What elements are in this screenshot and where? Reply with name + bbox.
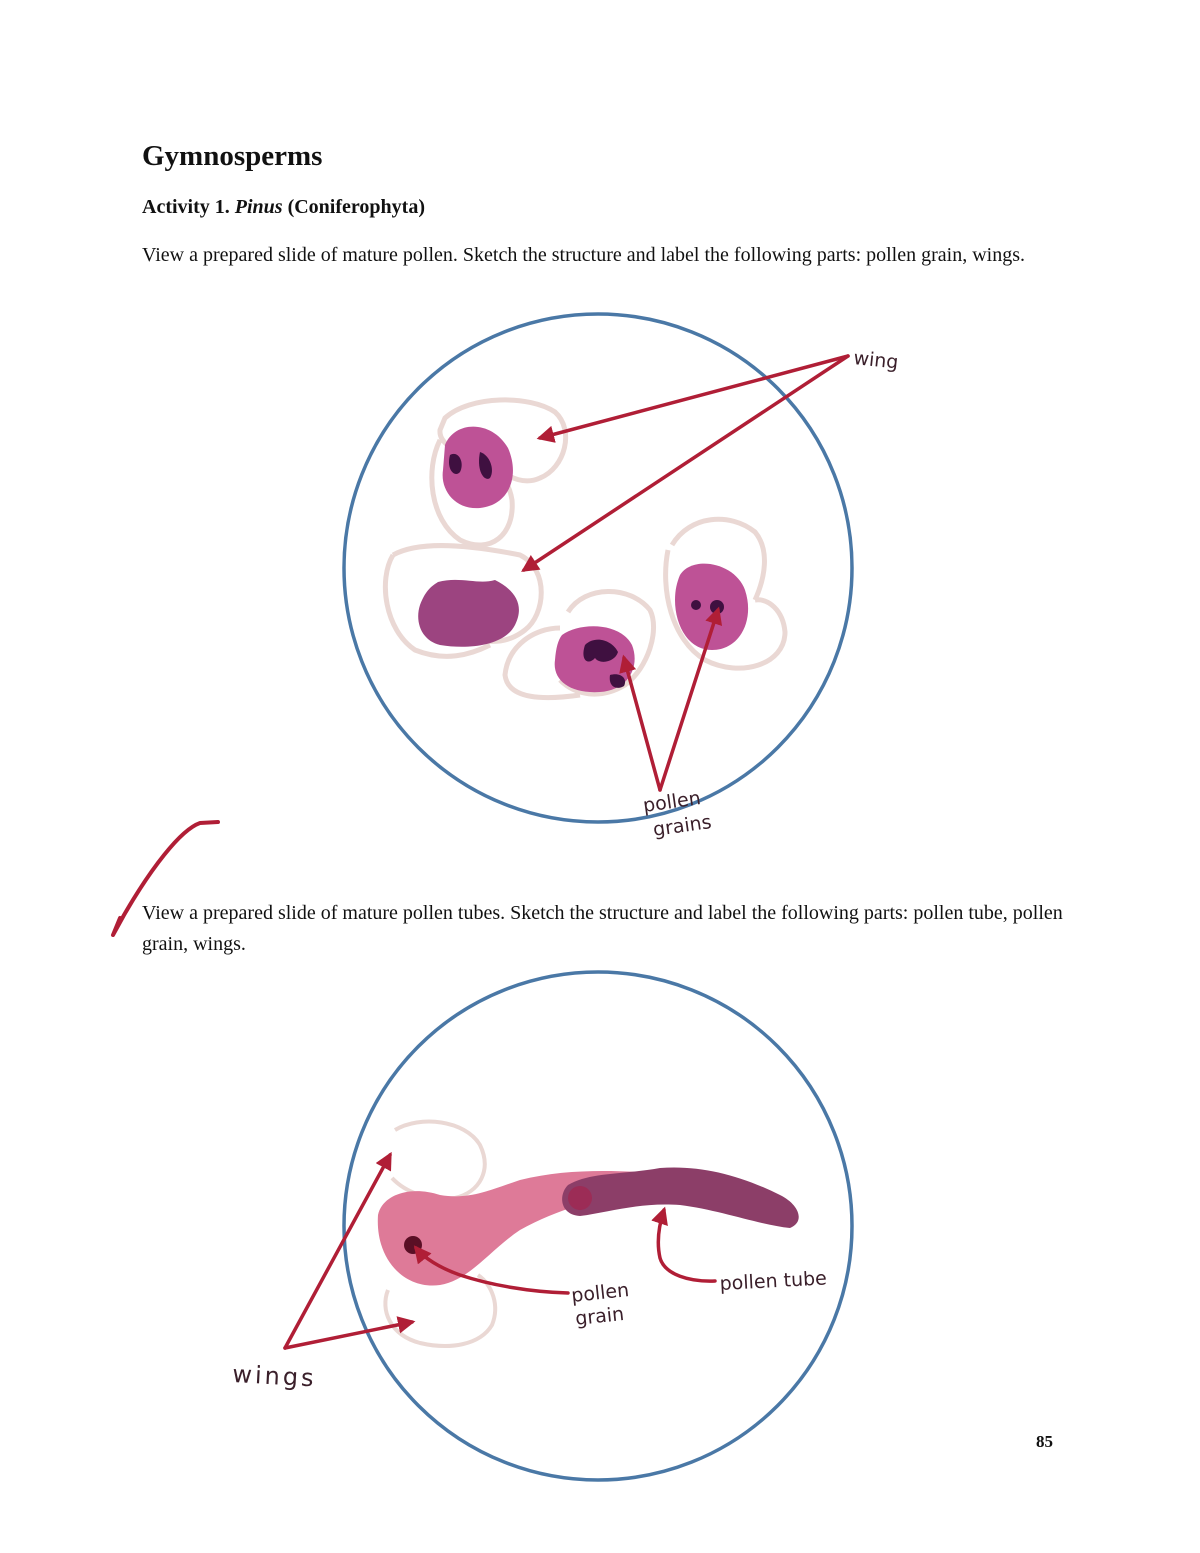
label-wings: wings xyxy=(231,1360,318,1393)
instruction-pollen-tubes: View a prepared slide of mature pollen tubes. Sketch the structure and label the following parts: pollen tube, pollen grain, wings. xyxy=(142,902,1063,955)
pollen-drawing xyxy=(344,314,899,841)
activity-prefix: Activity 1. xyxy=(142,196,235,218)
label-arrow xyxy=(524,356,848,570)
page-heading: Gymnosperms xyxy=(142,140,323,172)
label-pollen-grains-line2: grains xyxy=(651,810,713,841)
instruction-pollen: View a prepared slide of mature pollen. Sketch the structure and label the following parts: pollen grain, wings. xyxy=(142,244,1025,266)
label-arrow xyxy=(624,658,660,790)
label-arrow xyxy=(540,356,848,438)
pollen-tube xyxy=(562,1167,799,1228)
label-arrow xyxy=(285,1155,390,1348)
nucleus xyxy=(691,600,701,610)
label-arrow xyxy=(285,1322,412,1348)
label-wing: wing xyxy=(852,347,900,374)
activity-genus: Pinus xyxy=(234,196,283,218)
activity-suffix: (Coniferophyta) xyxy=(282,196,425,218)
tube-nucleus xyxy=(568,1186,592,1210)
label-pollen-grain-line2: grain xyxy=(574,1302,626,1330)
label-pollen-grain-line1: pollen xyxy=(570,1279,631,1307)
microscope-field-circle xyxy=(344,314,852,822)
page-number: 85 xyxy=(1036,1432,1053,1451)
label-pollen-grains-line1: pollen xyxy=(641,787,703,817)
check-mark xyxy=(113,822,218,935)
label-arrow xyxy=(658,1210,715,1281)
pollen-tube-drawing xyxy=(232,972,852,1480)
label-pollen-tube: pollen tube xyxy=(719,1267,828,1295)
pollen-body xyxy=(418,580,519,647)
